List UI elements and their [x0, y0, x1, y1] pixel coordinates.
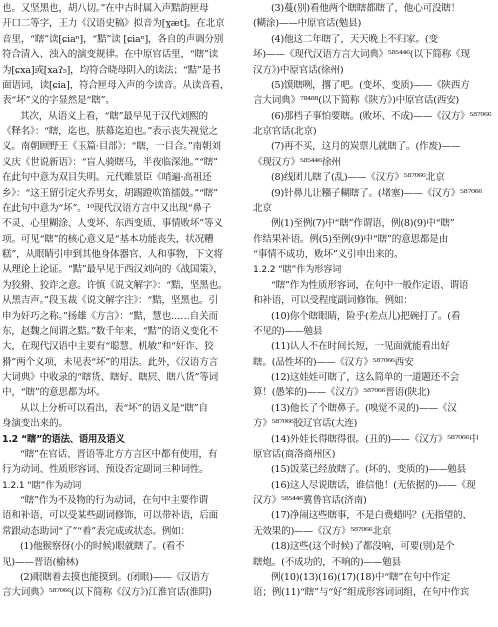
text-line: 符合清入、浊入的演变规律。在中原官话里，“瞎”读 — [2, 49, 219, 61]
left-column — [2, 0, 245, 627]
text-line: 糕”，从眼睛引申到其他身体器官、人和事物，下文将 — [2, 249, 223, 260]
text-line: 在此句中意为“坏”。¹⁰现代汉语方言中又出现“鼻子 — [2, 202, 212, 214]
text-line: 义庆《世说新语》：“盲人骑瞎马，半夜临深池。”“瞎” — [2, 156, 218, 168]
text-line: 不见的)——勉县 — [253, 325, 323, 337]
text-line: 从以上分析可以看出，表“坏”的语义是“瞎”自 — [20, 402, 208, 414]
text-line: 算！(愚笨的)——《汉方》⁵⁸⁷⁰⁶⁶晋语(陕北) — [253, 387, 430, 399]
text-line: (14)外娃长得瞎得很。(丑的)——《汉方》⁵⁸⁷⁰⁶⁶中 — [271, 433, 479, 445]
text-line: 开口二等字，王力《汉语史稿》拟音为[ɣæt]。在北京 — [2, 18, 225, 30]
text-line: 例(10)(13)(16)(17)(18)中“瞎”在句中作定 — [271, 571, 451, 583]
text-line: 北京官话(北京) — [253, 126, 317, 137]
text-line: 言大词典》⁷⁸⁴⁸⁸(以下简称《陕方》)中原官话(西安) — [253, 95, 460, 107]
subsection-heading: 1.2.1 “瞎”作为动词 — [2, 479, 82, 491]
text-line: 也。又坚黑也，胡八切。”在中古时属入声黠韵匣母 — [2, 3, 209, 14]
text-line: (5)馍瞎咧，撂了吧。(变坏、变质)——《陕西方 — [271, 79, 470, 91]
text-line: (15)饭菜已经放瞎了。(坏的、变质的)——勉县 — [271, 464, 467, 476]
text-line: (9)针鼻儿让糨子糊瞎了。(堵塞)——《汉方》⁵⁸⁷⁰⁶⁶ — [271, 187, 483, 199]
text-line: 其次，从语义上看，“瞎”最早见于汉代刘熙的 — [20, 110, 208, 122]
text-line: (12)这娃娃可瞎了，这么简单的一道题还不会 — [271, 372, 459, 383]
text-line: 汉方》⁵⁸⁵⁴⁴⁶冀鲁官话(济南) — [253, 495, 367, 506]
text-line: 无效果的)——《汉方》⁵⁸⁷⁰⁶⁶北京 — [253, 525, 392, 537]
text-line: (4)他这二年瞎了，天天晚上不归家。(变 — [271, 33, 438, 45]
text-line: 大，在现代汉语中主要有“聪慧、机敏”和“奸诈、狡 — [2, 341, 214, 353]
text-line: “瞎”在官话、晋语等北方方言区中都有使用，有 — [20, 448, 218, 460]
text-line: 《释名》：“瞎，迄也，肤幕迄迫也。”表示丧失视觉之 — [2, 126, 218, 137]
subsection-heading: 1.2.2 “瞎”作为形容词 — [253, 264, 342, 276]
text-line: “瞎”作为不及物的行为动词，在句中主要作谓 — [20, 495, 208, 506]
text-line: 为[ɕxa]或[xaʔ₅]，均符合晓母阴入的读法；“黠”是书 — [2, 64, 221, 76]
section-heading: 1.2 “瞎”的语法、语用及语义 — [2, 433, 125, 445]
text-line: 从理论上论证。“黠”最早见于西汉刘向的《战国策》， — [2, 264, 223, 276]
text-line: 作结果补语。例(5)至例(9)中“瞎”的意思都是由 — [253, 233, 449, 245]
text-line: 为狡猾、狡诈之意。许慎《说文解字》：“黠，坚黑也。 — [2, 279, 228, 291]
text-line: (8)线团儿瞎了(乱)——《汉方》⁵⁸⁷⁰⁶⁶北京 — [271, 172, 445, 184]
text-line: 常跟动态助词“了”“着”表完成或状态。例如： — [2, 525, 190, 537]
text-line: 乡》：“这王留引定火乔男女，胡踢蹬吹笛擂鼓。”“瞎” — [2, 187, 218, 199]
text-line: 东，赵魏之间谓之黠。”数千年来，“黠”的语义变化不 — [2, 325, 218, 337]
text-line: 不灵、心里糊涂、人变坏、东西变质、事情败坏”等义 — [2, 218, 223, 230]
text-line: 言大词典》⁵⁸⁷⁰⁶⁶(以下简称《汉方》)江淮官话(淮阴) — [2, 587, 212, 599]
text-line: 面语词，读[ɕia]，符合匣母入声的今读音。从读音看， — [2, 79, 230, 91]
text-line: 义。南朝顾野王《玉篇·目部》：“瞎，一目合。”南朝刘 — [2, 141, 221, 153]
text-line: 中，“瞎”的意思都为坏。 — [2, 387, 106, 399]
text-line: 瞎。(品性坏的)——《汉方》⁵⁸⁷⁰⁶⁶西安 — [253, 356, 414, 368]
text-line: (10)你个瞎眼睛，险乎(差点儿)把碗打了。(看 — [271, 310, 461, 322]
text-line: 例(1)至例(7)中“瞎”作谓语，例(8)(9)中“瞎” — [271, 218, 455, 230]
text-line: 项。可见“瞎”的核心意义是“基本功能丧失，状况糟 — [2, 233, 214, 245]
text-line: 音里，“瞎”读[ɕiaⁿ]，“黠”读 [ɕiaⁿ]，各自的声调分别 — [2, 33, 224, 45]
text-line: 身演变出来的。 — [2, 418, 68, 430]
text-line: 从黑吉声。”段玉裁《说文解字注》：“黠，坚黑也。引 — [2, 295, 218, 307]
text-line: 申为奸巧之称。”扬雄《方言》：“黠，慧也……自关而 — [2, 310, 218, 322]
text-line: 北京 — [253, 202, 272, 214]
text-line: 方》⁵⁸⁷⁰⁶⁶胶辽官话(大连) — [253, 418, 358, 430]
text-line: (糊涂)——中原官话(勉县) — [253, 18, 362, 30]
text-line: (16)这人尽说瞎话，谁信他！(无依据的)——《现 — [271, 479, 476, 491]
text-line: (1)他猴察伢(小的时候)眼就瞎了。(看不 — [20, 541, 185, 553]
text-line: 原官话(商洛商州区) — [253, 448, 336, 460]
text-line: 瞎炮。(不成功的，不响的)——勉县 — [253, 556, 401, 568]
text-line: 语；例(11)“瞎”与“好”组成形容词词组，在句中作宾 — [253, 587, 470, 599]
text-line: 和补语，可以受程度副词修饰。例如： — [253, 295, 413, 307]
text-line: 《现汉方》⁵⁸⁵⁴⁴⁶徐州 — [253, 156, 341, 168]
text-line: (11)认人不在时间长短，一见面就能看出好 — [271, 341, 450, 353]
text-line: (17)净闹这些瞎事，不是白费蜡吗？(无指望的、 — [271, 510, 472, 522]
text-line: 语和补语，可以受某些副词修饰，可以带补语，后面 — [2, 510, 219, 522]
text-line: 猾”两个义项，未见表“坏”的用法。此外，《汉语方言 — [2, 356, 218, 368]
text-line: 表“坏”义的字显然是“瞎”。 — [2, 95, 115, 107]
right-column — [253, 0, 496, 627]
text-line: (3)蔓(别)看他两个瞎瞎都瞎了，他心可没瞎！ — [271, 3, 461, 14]
text-line: (7)再不买，这月的炭票儿就瞎了。(作废)—— — [271, 141, 461, 153]
text-line: (18)这些(这个时候)了都没响，可要(别)是个 — [271, 541, 455, 553]
text-line: “事情不成功，败坏”义引申出来的。 — [253, 249, 404, 260]
text-line: (13)他长了个瞎鼻子。(嗅觉不灵的)——《汉 — [271, 402, 457, 414]
text-line: 行为动词、性质形容词、预设否定副词三种词性。 — [2, 464, 209, 476]
text-line: 汉方》)中原官话(徐州) — [253, 64, 344, 76]
text-line: 在此句中意为双目失明。元代睢景臣《哨遍·高祖还 — [2, 172, 212, 184]
text-line: (2)眼瞎着去摸也能摸到。(闭眼)——《汉语方 — [20, 571, 210, 583]
text-line: 见)——晋语(榆林) — [2, 556, 79, 568]
text-line: (6)那档子事怕要瞎。(败坏、不成)——《汉方》⁵⁸⁷⁰⁶⁶ — [271, 110, 492, 122]
text-line: “瞎”作为性质形容词，在句中一般作定语、谓语 — [271, 279, 469, 291]
text-line: 大词典》中收录的“瞎货、瞎好、瞎屄、瞎八货”等词 — [2, 372, 219, 383]
text-line: 坏)——《现代汉语方言大词典》⁵⁸⁵⁴⁴⁶(以下简称《现 — [253, 49, 470, 61]
